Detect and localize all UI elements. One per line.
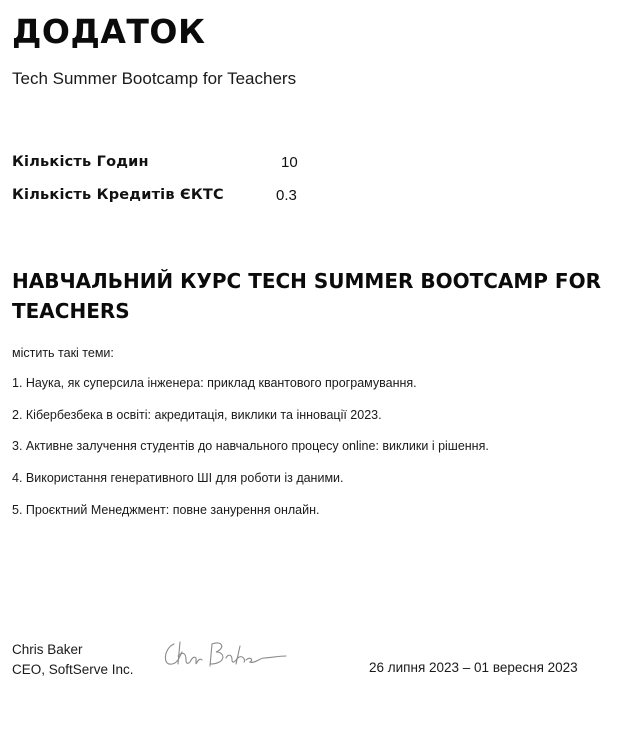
stat-value-credits: 0.3 (276, 187, 297, 204)
stat-label-credits: Кількість Кредитів ЄКТС (12, 187, 224, 203)
course-heading: НАВЧАЛЬНИЙ КУРС TECH SUMMER BOOTCAMP FOR TEACHERS (12, 269, 601, 323)
page-subtitle: Tech Summer Bootcamp for Teachers (12, 69, 297, 88)
course-stats (12, 154, 332, 220)
stat-value-hours: 10 (281, 154, 298, 171)
topic-item: 1. Наука, як суперсила інженера: приклад квантового програмування. (12, 376, 417, 390)
date-range: 26 липня 2023 – 01 вересня 2023 (369, 660, 578, 675)
topics-intro: містить такі теми: (12, 346, 114, 360)
signature-image (160, 634, 290, 674)
stat-label-hours: Кількість Годин (12, 154, 149, 170)
signer-name: Chris Baker (12, 642, 83, 657)
topic-item: 2. Кібербезбека в освіті: акредитація, виклики та інновації 2023. (12, 407, 382, 422)
page-title: ДОДАТОК (12, 12, 206, 51)
topic-item: 3. Активне залучення студентів до навчального процесу online: виклики і рішення. (12, 439, 489, 454)
stat-row-credits (12, 187, 332, 220)
stat-row-hours (12, 154, 332, 187)
signer-title: CEO, SoftServe Inc. (12, 662, 134, 677)
signer-block (12, 640, 134, 680)
topic-item: 5. Проєктний Менеджмент: повне занурення онлайн. (12, 502, 320, 517)
topic-item: 4. Використання генеративного ШІ для роботи із даними. (12, 471, 344, 486)
topics-list (12, 376, 489, 534)
